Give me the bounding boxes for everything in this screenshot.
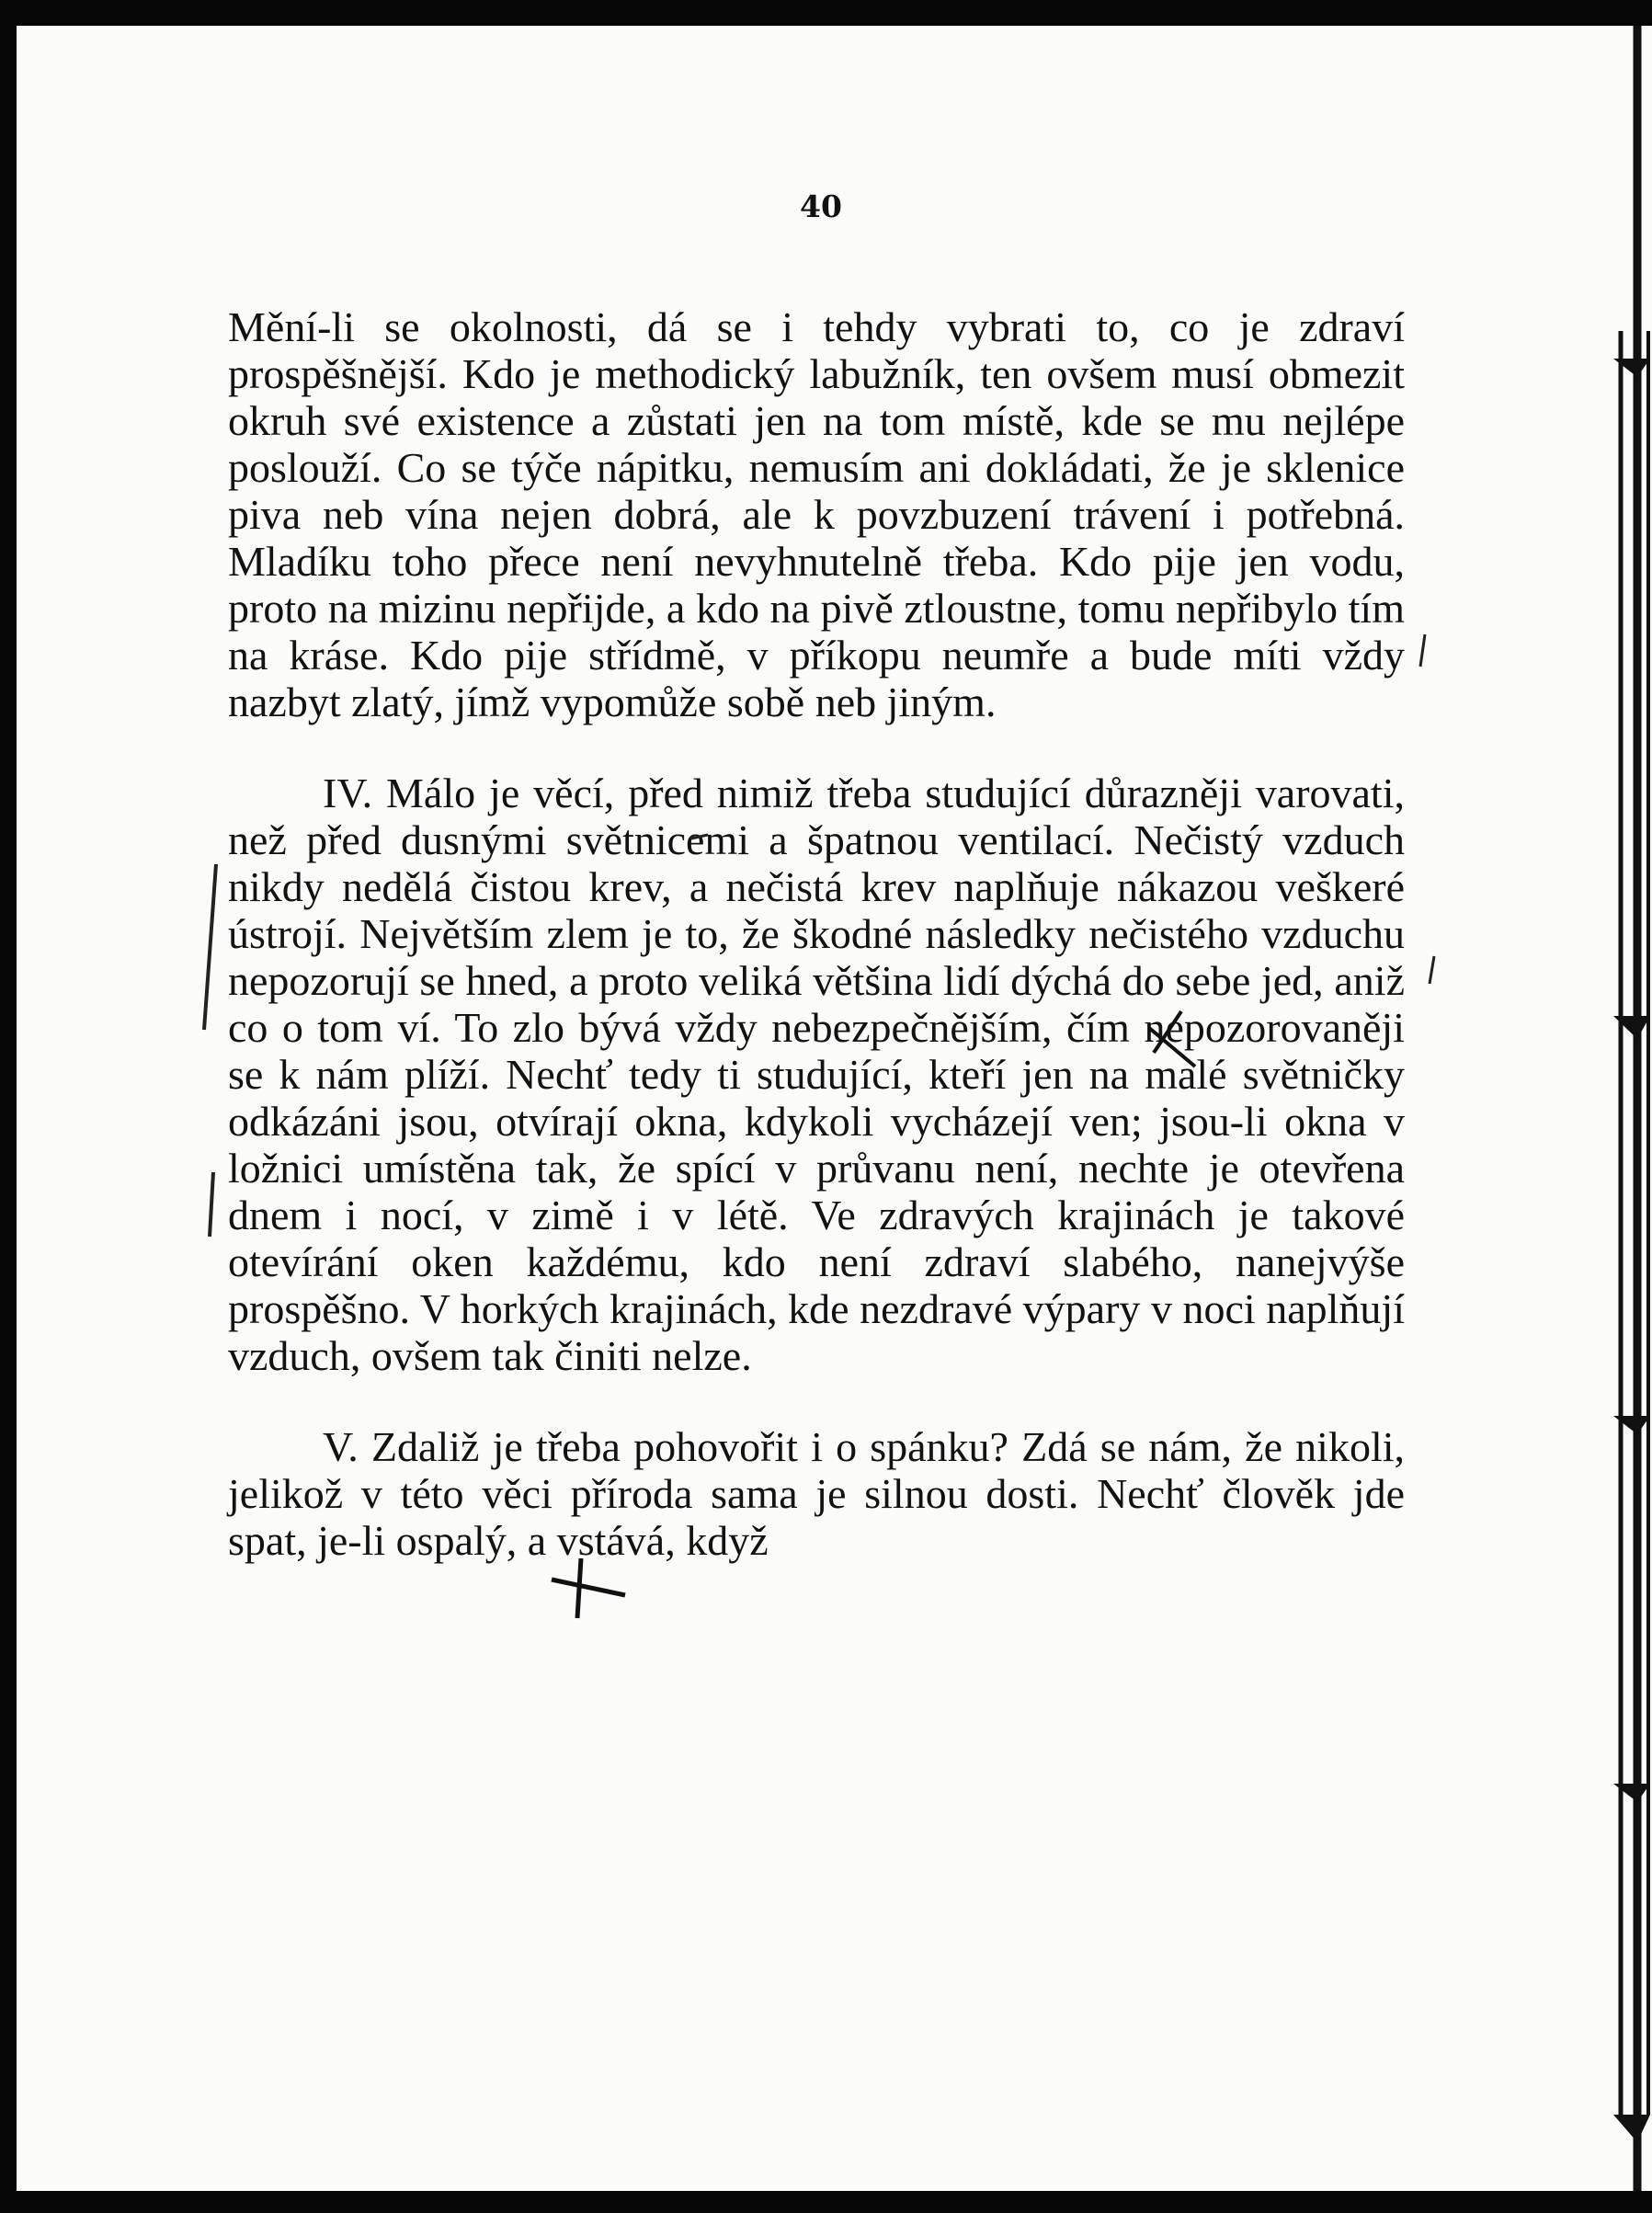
- cross-mark: [552, 1558, 625, 1618]
- margin-pencil-mark: [204, 864, 216, 1030]
- binding-ornament: [1604, 0, 1652, 2213]
- scan-border-top: [0, 0, 1652, 26]
- margin-pencil-mark: [1420, 634, 1425, 667]
- margin-pencil-mark: [1430, 956, 1434, 984]
- scan-border-left: [0, 0, 17, 2213]
- page-number: 40: [800, 188, 842, 224]
- paragraph-3: V. Zdaliž je třeba pohovořit i o spánku? Zdá se nám, že nikoli, jelikož v této věci příroda sama je silnou dosti. Nechť člověk jde spat, je-li ospalý, a vstává, když: [228, 1423, 1405, 1564]
- body-text: [228, 303, 1405, 1564]
- margin-pencil-mark: [210, 1172, 213, 1237]
- paragraph-1: Mění-li se okolnosti, dá se i tehdy vybrati to, co je zdraví prospěšnější. Kdo je methodický labužník, ten ovšem musí obmezit okruh své existence a zůstati jen na tom místě, kde se mu nejlépe poslouží. Co se týče nápitku, nemusím ani dokládati, že je sklenice piva neb vína nejen dobrá, ale k povzbuzení trávení i potřebná. Mladíku toho přece není nevyhnutelně třeba. Kdo pije jen vodu, proto na mizinu nepřijde, a kdo na pivě ztloustne, tomu nepřibylo tím na kráse. Kdo pije střídmě, v příkopu neumře a bude míti vždy nazbyt zlatý, jímž vypomůže sobě neb jiným.: [228, 303, 1405, 725]
- binding-edge: [1604, 0, 1652, 2213]
- paragraph-2: IV. Málo je věcí, před nimiž třeba studující důrazněji varovati, než před dusnými světnicemi a špatnou ventilací. Nečistý vzduch nikdy nedělá čistou krev, a nečistá krev naplňuje nákazou veškeré ústrojí. Největším zlem je to, že škodné následky nečistého vzduchu nepozorují se hned, a proto veliká většina lidí dýchá do sebe jed, aniž co o tom ví. To zlo bývá vždy nebezpečnějším, čím nepozorovaněji se k nám plíží. Nechť tedy ti studující, kteří jen na malé světničky odkázáni jsou, otvírají okna, kdykoli vycházejí ven; jsou-li okna v ložnici umístěna tak, že spící v průvanu není, nechte je otevřena dnem i nocí, v zimě i v létě. Ve zdravých krajinách je takové otevírání oken každému, kdo není zdraví slabého, nanejvýše prospěšno. V horkých krajinách, kde nezdravé výpary v noci naplňují vzduch, ovšem tak činiti nelze.: [228, 770, 1405, 1379]
- scan-border-bottom: [0, 2191, 1652, 2213]
